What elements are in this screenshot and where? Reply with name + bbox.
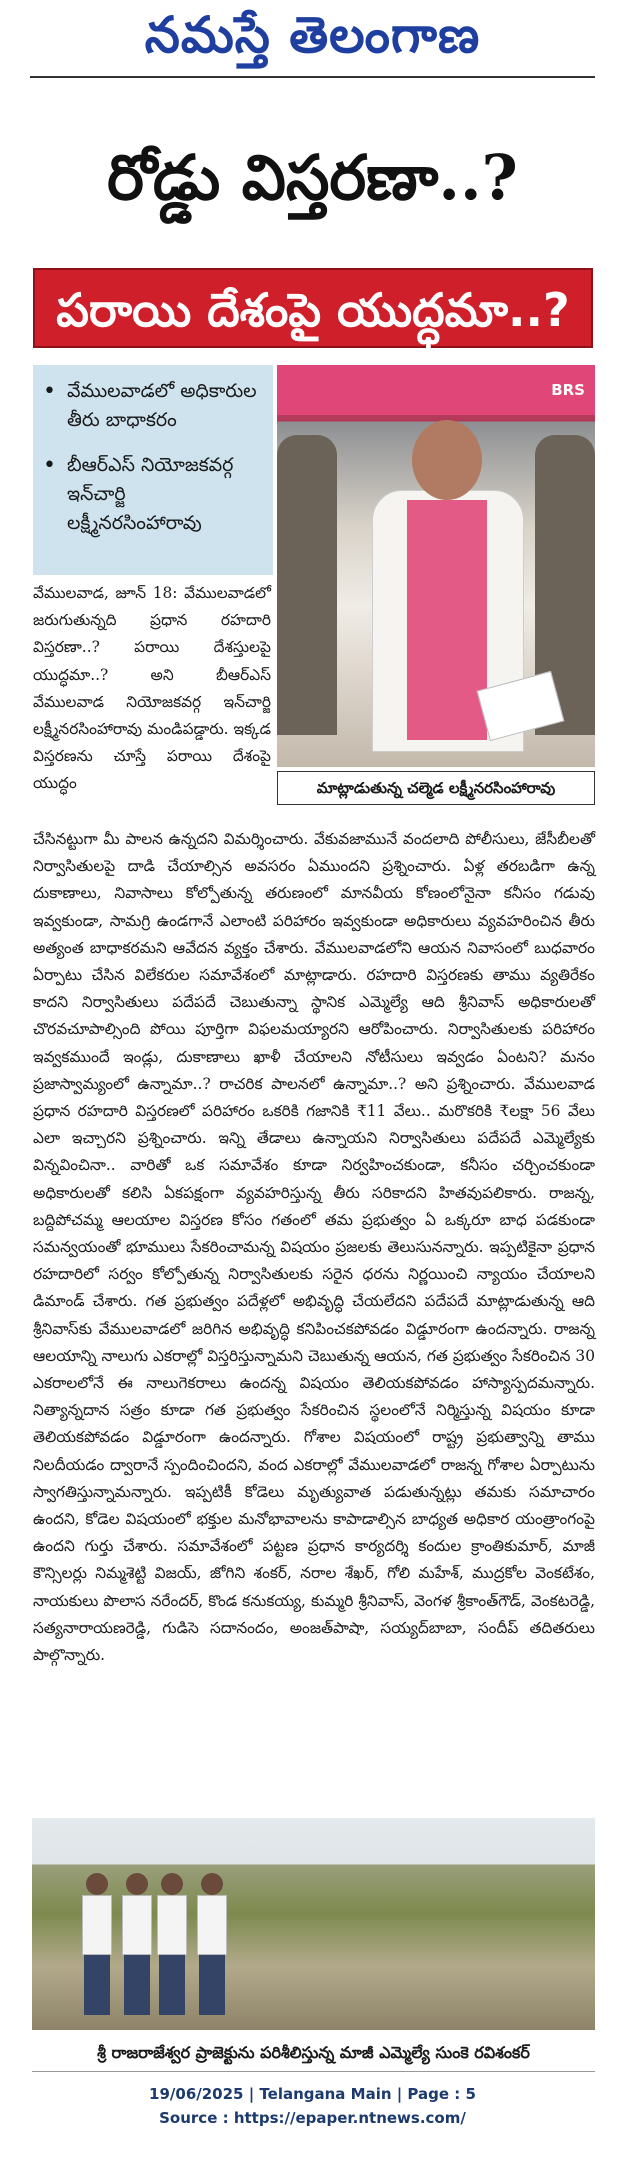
site-inspection-photo bbox=[32, 1818, 595, 2030]
highlight-item bbox=[43, 377, 263, 435]
party-banner: BRS bbox=[277, 365, 595, 415]
highlight-item bbox=[43, 451, 263, 538]
masthead-rule bbox=[30, 76, 595, 78]
headline: రోడ్డు విస్తరణా..? bbox=[107, 141, 518, 214]
speaker-figure bbox=[372, 420, 522, 760]
person-figure bbox=[82, 1873, 112, 2023]
bullet-icon: • bbox=[43, 453, 56, 478]
page-footer bbox=[0, 2082, 625, 2130]
subheadline-banner: పరాయి దేశంపై యుద్ధమా..? bbox=[33, 268, 593, 348]
party-scarf bbox=[407, 500, 487, 740]
background-person bbox=[277, 435, 337, 735]
speaker-photo bbox=[277, 365, 595, 767]
person-figure bbox=[197, 1873, 227, 2023]
person-figure bbox=[122, 1873, 152, 2023]
source-link[interactable]: Source : https://epaper.ntnews.com/ bbox=[159, 2109, 466, 2127]
edition-dateline: 19/06/2025 | Telangana Main | Page : 5 bbox=[149, 2085, 476, 2103]
newspaper-name: నమస్తే తెలంగాణ bbox=[144, 5, 481, 64]
highlights-box bbox=[33, 365, 273, 575]
bullet-icon: • bbox=[43, 379, 56, 404]
highlight-text: వేములవాడలో అధికారుల తీరు బాధాకరం bbox=[67, 380, 257, 431]
highlight-text: బీఆర్ఎస్ నియోజకవర్గ ఇన్‌చార్జి లక్ష్మీనరసింహారావు bbox=[67, 454, 234, 534]
photo-caption: శ్రీ రాజరాజేశ్వర ప్రాజెక్టును పరిశీలిస్తున్న మాజీ ఎమ్మెల్యే సుంకె రవిశంకర్ bbox=[32, 2035, 595, 2072]
article-body-text: చేసినట్టుగా మీ పాలన ఉన్నదని విమర్శించారు. వేకువజామునే వందలాది పోలీసులు, జేసీబీలతో నిర్వాసితులపై దాడి చేయాల్సిన అవసరం ఏముందని ప్రశ్నించారు. ఏళ్ల తరబడిగా ఉన్న దుకాణాలు, నివాసాలు కోల్పోతున్న తరుణంలో మానవీయ కోణంలోనైనా కనీసం గడువు ఇవ్వకుండా, సామగ్రి ఉండగానే ఎలాంటి పరిహారం ఇవ్వకుండా అధికారులు వ్యవహరించిన తీరు అత్యంత బాధాకరమని ఆవేదన వ్యక్తం చేశారు. వేములవాడలోని ఆయన నివాసంలో బుధవారం ఏర్పాటు చేసిన విలేకరుల సమావేశంలో మాట్లాడారు. రహదారి విస్తరణకు తాము వ్యతిరేకం కాదని నిర్వాసితులు పదేపదే చెబుతున్నా స్థానిక ఎమ్మెల్యే ఆది శ్రీనివాస్ అధికారులతో చొరవచూపాల్సింది పోయి పూర్తిగా విఫలమయ్యారని ఆరోపించారు. నిర్వాసితులకు పరిహారం ఇవ్వకముందే ఇండ్లు, దుకాణాలు ఖాళీ చేయాలని నోటీసులు ఇవ్వడం ఏంటని? మనం ప్రజాస్వామ్యంలో ఉన్నామా..? రాచరిక పాలనలో ఉన్నామా..? అని ప్రశ్నించారు. వేములవాడ ప్రధాన రహదారి విస్తరణలో పరిహారం ఒకరికి గజానికి ₹11 వేలు.. మరొకరికి ₹లక్షా 56 వేలు ఎలా ఇచ్చారని ప్రశ్నించారు. ఇన్ని తేడాలు ఉన్నాయని నిర్వాసితులు పదేపదే ఎమ్మెల్యేకు విన్నవించినా.. వారితో ఒక సమావేశం కూడా నిర్వహించకుండా, కనీసం చర్చించకుండా అధికారులతో కలిసి ఏకపక్షంగా వ్యవహరిస్తున్న తీరు సరికాదని హితవుపలికారు. రాజన్న, బద్దిపోచమ్మ ఆలయాల విస్తరణ కోసం గతంలో తమ ప్రభుత్వం ఏ ఒక్కరూ బాధ పడకుండా సమన్వయంతో భూములు సేకరించామన్న విషయం ప్రజలకు తెలుసునన్నారు. ఇప్పటికైనా ప్రధాన రహదారిలో సర్వం కోల్పోతున్న నిర్వాసితులకు సరైన ధరను నిర్ణయించి న్యాయం చేయాలని డిమాండ్ చేశారు. గత ప్రభుత్వం పదేళ్లలో అభివృద్ధి చేయలేదని పదేపదే మాట్లాడుతున్న ఆది శ్రీనివాస్‌కు వేములవాడలో జరిగిన అభివృద్ధి కనిపించకపోవడం విడ్డూరంగా ఉందన్నారు. రాజన్న ఆలయాన్ని నాలుగు ఎకరాల్లో విస్తరిస్తున్నామని చెబుతున్న ఆయన, గత ప్రభుత్వం సేకరించిన 30 ఎకరాలలోనే ఈ నాలుగెకరాలు ఉందన్న విషయం తెలియకపోవడం హాస్యాస్పదమన్నారు. నిత్యాన్నదాన సత్రం కూడా గత ప్రభుత్వం సేకరించిన స్థలంలోనే నిర్మిస్తున్న విషయం కూడా తెలియకపోవడం విడ్డూరంగా ఉందన్నారు. గోశాల విషయంలో రాష్ట్ర ప్రభుత్వాన్ని తాము నిలదీయడం ద్వారానే స్పందించిందని, వంద ఎకరాల్లో వేములవాడలో రాజన్న గోశాల ఏర్పాటును స్వాగతిస్తున్నామన్నారు. ఇప్పటికీ కోడెలు మృత్యువాత పడుతున్నట్లు తమకు సమాచారం ఉందని, కోడెల విషయంలో భక్తుల మనోభావాలను కాపాడాల్సిన బాధ్యత అధికార యంత్రాంగంపై ఉందని గుర్తు చేశారు. సమావేశంలో పట్టణ ప్రధాన కార్యదర్శి కందుల క్రాంతికుమార్, మాజీ కౌన్సిలర్లు నిమ్మశెట్టి విజయ్, జోగిని శంకర్, నరాల శేఖర్, గోలి మహేశ్, ముద్రకోల వెంకటేశం, నాయకులు పొలాస నరేందర్, కొండ కనుకయ్య, కుమ్మరి శ్రీనివాస్, వెంగళ శ్రీకాంత్‌గౌడ్, వెంకటరెడ్డి, సత్యనారాయణరెడ్డి, గుడిసె సదానందం, అంజత్‌పాషా, సయ్యద్‌బాబా, సందీప్ తదితరులు పాల్గొన్నారు. bbox=[33, 830, 595, 1665]
person-figure bbox=[157, 1873, 187, 2023]
masthead bbox=[0, 0, 625, 70]
photo-caption: మాట్లాడుతున్న చల్మెడ లక్ష్మీనరసింహారావు bbox=[277, 771, 595, 805]
article-lead-text: వేములవాడ, జూన్ 18: వేములవాడలో జరుగుతున్నది ప్రధాన రహదారి విస్తరణా..? పరాయి దేశస్తులపై యుద్ధమా..? అని బీఆర్ఎస్ వేములవాడ నియోజకవర్గ ఇన్‌చార్జి లక్ష్మీనరసింహారావు మండిపడ్డారు. ఇక్కడ విస్తరణను చూస్తే పరాయి దేశంపై యుద్ధం bbox=[33, 584, 271, 793]
